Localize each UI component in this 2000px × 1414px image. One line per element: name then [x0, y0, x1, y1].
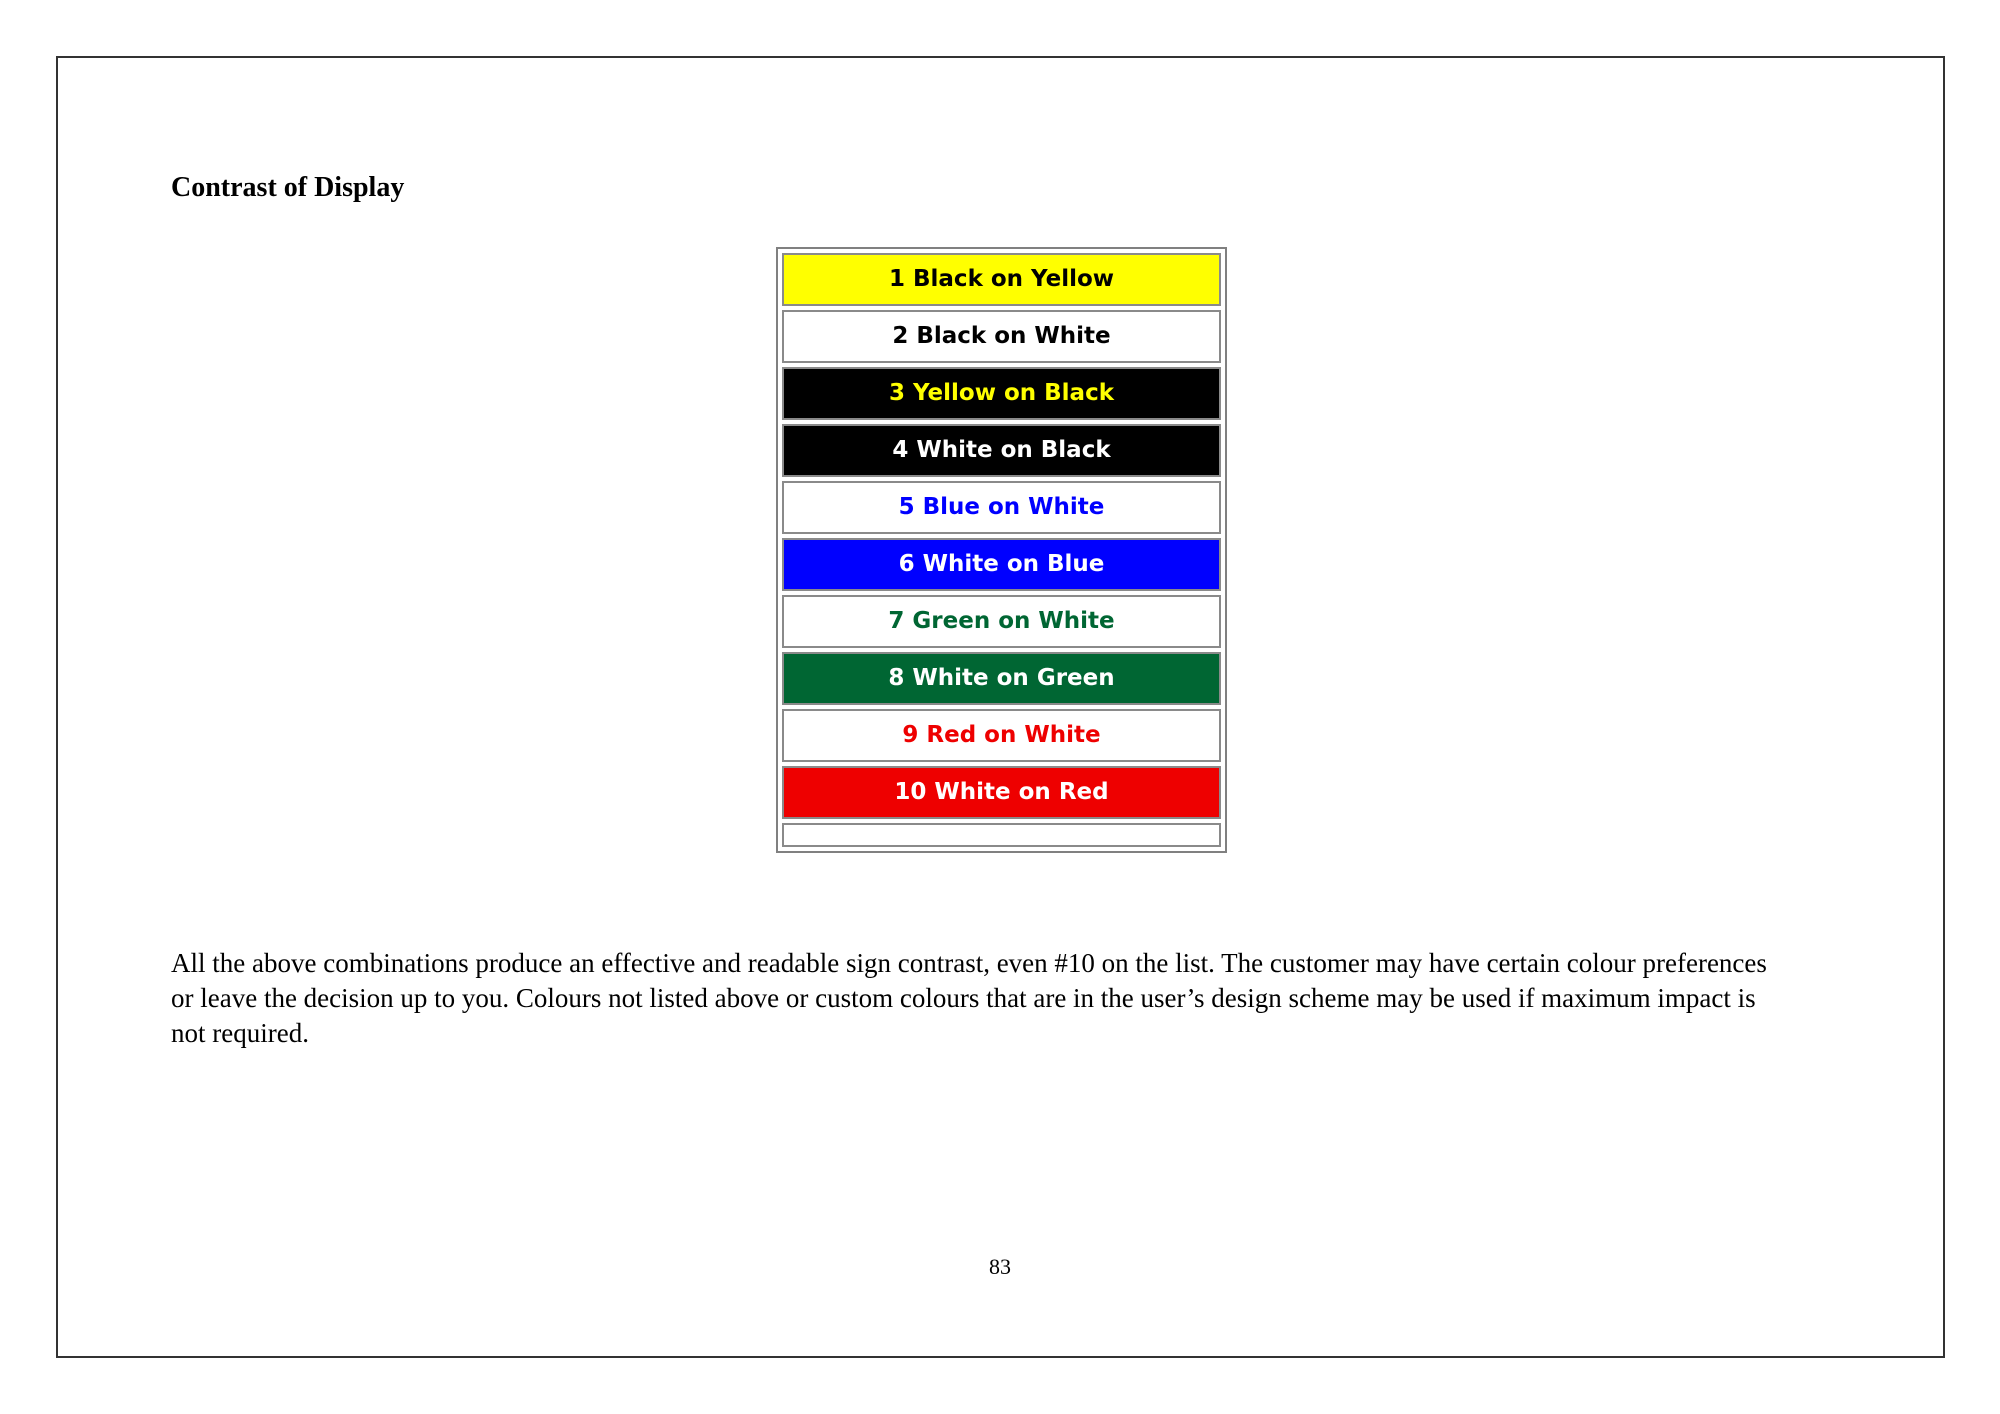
swatch-row-1: 1 Black on Yellow — [782, 253, 1221, 306]
page-heading: Contrast of Display — [171, 172, 405, 203]
swatch-row-7: 7 Green on White — [782, 595, 1221, 648]
swatch-row-8: 8 White on Green — [782, 652, 1221, 705]
page-number: 83 — [989, 1254, 1011, 1279]
swatch-row-5: 5 Blue on White — [782, 481, 1221, 534]
swatch-row-6: 6 White on Blue — [782, 538, 1221, 591]
swatch-row-4: 4 White on Black — [782, 424, 1221, 477]
body-paragraph: All the above combinations produce an effective and readable sign contrast, even #10 on the list. The customer may have certain colour preferences or leave the decision up to you. Colours not listed above or custom colours that are in the user’s design scheme may be used if maximum impact is not required. — [171, 948, 1767, 1048]
swatch-row-10: 10 White on Red — [782, 766, 1221, 819]
contrast-swatch-table — [776, 247, 1227, 853]
swatch-row-3: 3 Yellow on Black — [782, 367, 1221, 420]
swatch-row-empty — [782, 823, 1221, 847]
swatch-row-2: 2 Black on White — [782, 310, 1221, 363]
swatch-row-9: 9 Red on White — [782, 709, 1221, 762]
